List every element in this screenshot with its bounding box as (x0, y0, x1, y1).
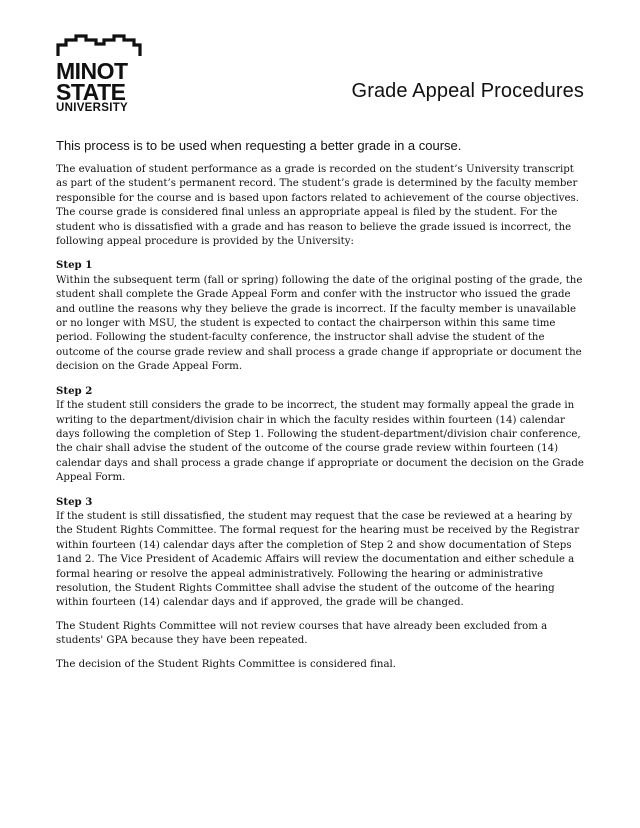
intro-heading: This process is to be used when requesting a better grade in a course. (56, 138, 462, 153)
castle-battlement-icon (56, 34, 142, 58)
document-body (56, 138, 584, 681)
intro-paragraph: The evaluation of student performance as a grade is recorded on the student’s University transcript as part of the student’s permanent record. The student’s grade is determined by the faculty member responsible for the course and is based upon factors related to achievement of the course objectives. The course grade is considered final unless an appropriate appeal is filed by the student. For the student who is dissatisfied with a grade and has reason to believe the grade issued is incorrect, the following appeal procedure is provided by the University: (56, 164, 579, 248)
step-1-text: Within the subsequent term (fall or spring) following the date of the original posting of the grade, the student shall complete the Grade Appeal Form and confer with the instructor who issued the grade and outline the reasons why they believe the grade is incorrect. If the faculty member is unavailable or no longer with MSU, the student is expected to contact the chairperson within this same time period. Following the student-faculty conference, the instructor shall advise the student of the outcome of the course grade review and shall process a grade change if appropriate or document the decision on the Grade Appeal Form. (56, 274, 583, 373)
logo-wordmark (56, 60, 128, 115)
repeated-courses-note: The Student Rights Committee will not review courses that have already been excluded from a students' GPA because they have been repeated. (56, 620, 548, 647)
step-1-section (56, 258, 584, 374)
step-2-text: If the student still considers the grade to be incorrect, the student may formally appeal the grade in writing to the department/division chair in which the faculty resides within fourteen (14) calendar days following the completion of Step 1. Following the student-department/division chair conference, the chair shall advise the student of the outcome of the course grade review within fourteen (14) calendar days and shall process a grade change if appropriate or document the decision on the Grade Appeal Form. (56, 400, 584, 484)
step-1-heading: Step 1 (56, 259, 93, 272)
step-2-section (56, 384, 584, 486)
page-title: Grade Appeal Procedures (351, 80, 584, 102)
step-3-heading: Step 3 (56, 495, 93, 508)
final-decision-note: The decision of the Student Rights Committee is considered final. (56, 658, 397, 670)
step-3-text: If the student is still dissatisfied, the student may request that the case be reviewed at a hearing by the Student Rights Committee. The formal request for the hearing must be received by the Registrar within fourteen (14) calendar days after the completion of Step 2 and show documentation of Steps 1and 2. The Vice President of Academic Affairs will review the documentation and either schedule a formal hearing or resolve the appeal administratively. Following the hearing or administrative resolution, the Student Rights Committee shall advise the student of the outcome of the hearing within fourteen (14) calendar days and if approved, the grade will be changed. (56, 510, 580, 609)
logo-line-minot: MINOT (56, 58, 128, 84)
step-2-heading: Step 2 (56, 384, 93, 397)
step-3-section (56, 495, 584, 611)
university-logo (56, 34, 146, 120)
logo-line-state: STATE (56, 79, 126, 105)
logo-line-university: UNIVERSITY (56, 102, 129, 114)
